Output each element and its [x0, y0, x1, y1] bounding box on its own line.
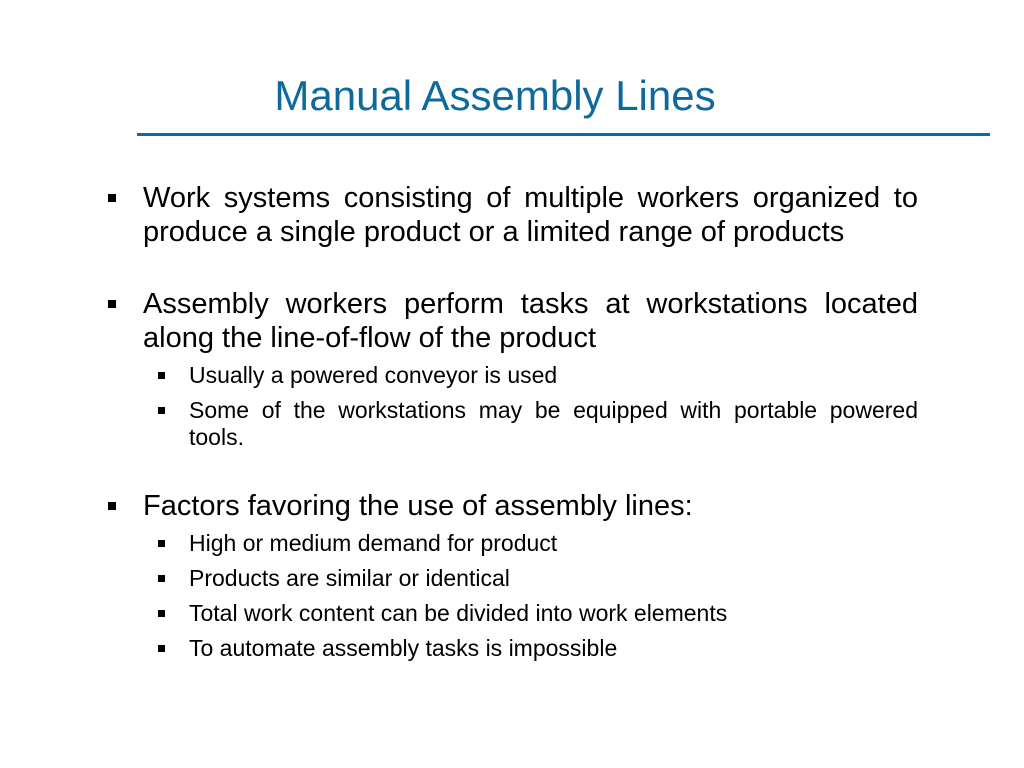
bullet-text: Work systems consisting of multiple workers organized to produce a single product or a limited range of products — [143, 182, 918, 248]
sub-bullet-item — [101, 635, 918, 662]
square-bullet-icon — [108, 502, 116, 510]
sub-bullet-list — [101, 530, 918, 662]
sub-bullet-text: Usually a powered conveyor is used — [189, 362, 558, 388]
bullet-item — [101, 489, 918, 662]
sub-bullet-text: To automate assembly tasks is impossible — [189, 635, 618, 661]
square-bullet-icon — [108, 194, 116, 202]
slide-content — [101, 181, 918, 662]
sub-bullet-item — [101, 565, 918, 592]
square-bullet-icon — [158, 610, 165, 617]
square-bullet-icon — [158, 372, 165, 379]
square-bullet-icon — [158, 575, 165, 582]
sub-bullet-text: High or medium demand for product — [189, 530, 558, 556]
sub-bullet-list — [101, 362, 918, 451]
bullet-text: Factors favoring the use of assembly lines: — [143, 490, 693, 522]
sub-bullet-text: Total work content can be divided into work elements — [189, 600, 728, 626]
bullet-text: Assembly workers perform tasks at workstations located along the line-of-flow of the product — [143, 288, 918, 354]
sub-bullet-item — [101, 397, 918, 451]
square-bullet-icon — [108, 300, 116, 308]
bullet-item — [101, 181, 918, 249]
sub-bullet-item — [101, 530, 918, 557]
sub-bullet-text: Some of the workstations may be equipped with portable powered tools. — [189, 397, 918, 450]
square-bullet-icon — [158, 645, 165, 652]
title-underline — [137, 133, 990, 136]
sub-bullet-item — [101, 362, 918, 389]
square-bullet-icon — [158, 540, 165, 547]
bullet-item — [101, 287, 918, 451]
square-bullet-icon — [158, 407, 165, 414]
slide-title: Manual Assembly Lines — [274, 72, 716, 119]
sub-bullet-text: Products are similar or identical — [189, 565, 510, 591]
sub-bullet-item — [101, 600, 918, 627]
